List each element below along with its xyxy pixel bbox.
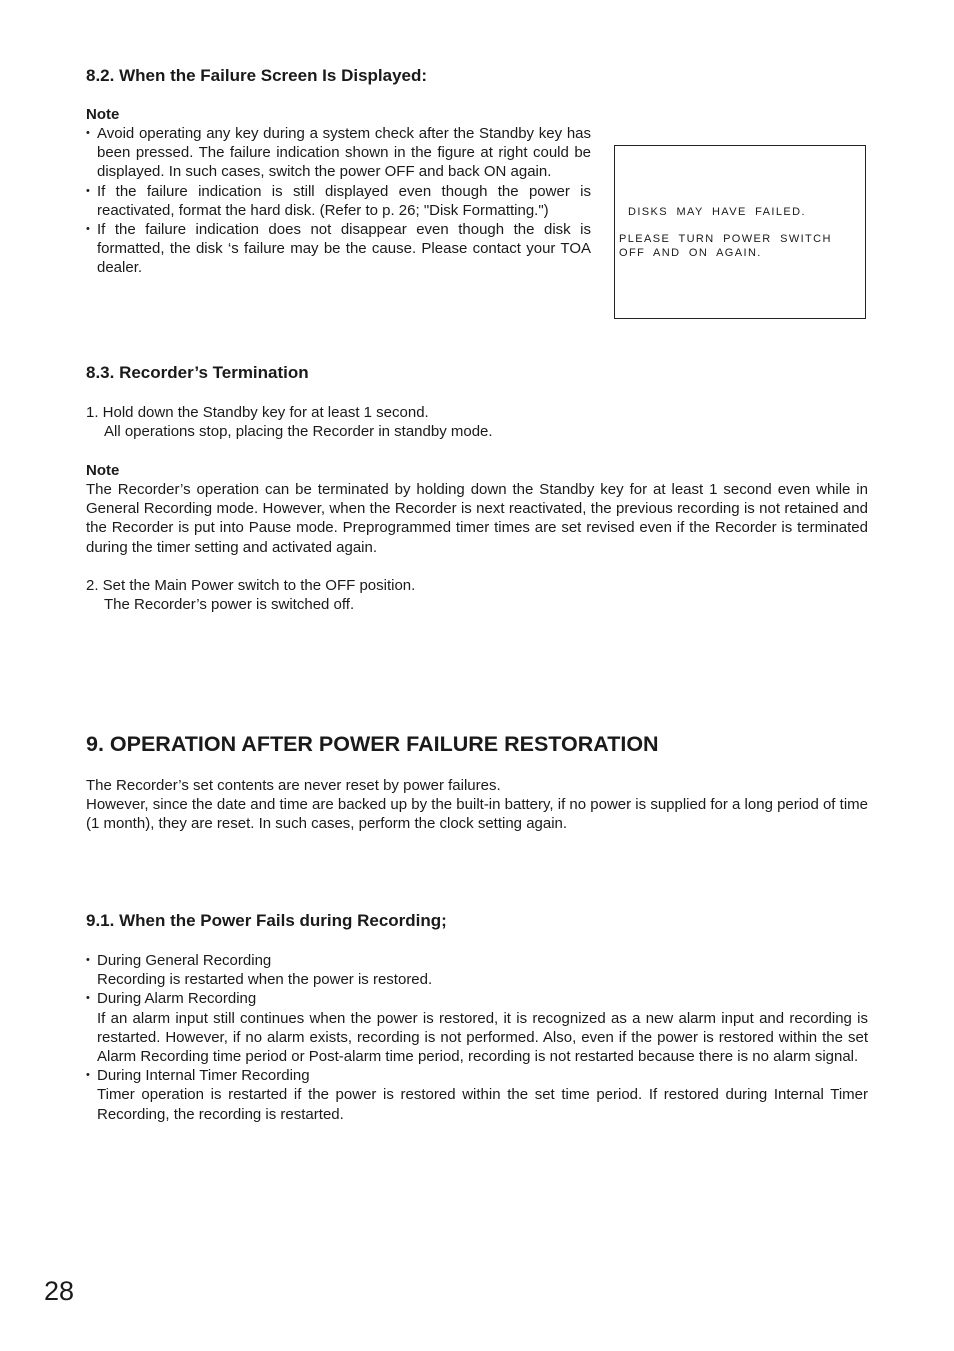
section-9-title: 9. OPERATION AFTER POWER FAILURE RESTORATION <box>86 732 659 756</box>
item-label: • During General Recording <box>97 952 272 969</box>
paragraph: However, since the date and time are backed up by the built-in battery, if no power is supplied for a long period of time (1 month), they are reset. In such cases, perform the clock setting again. <box>86 796 868 833</box>
item-text: Timer operation is restarted if the power is restored within the set time period. If restored during Internal Timer Recording, the recording is restarted. <box>97 1086 868 1123</box>
page-number: 28 <box>44 1276 75 1306</box>
power-fail-list <box>86 951 868 1124</box>
item-text: If an alarm input still continues when the power is restored, it is recognized as a new alarm input and recording is restarted. However, if no alarm exists, recording is not performed. Also, even if the power is restored within the set Alarm Recording time period or Post-alarm time period, recording is not restarted because there is no alarm signal. <box>97 1009 868 1066</box>
section-8-2-title: 8.2. When the Failure Screen Is Displayed: <box>86 66 428 85</box>
list-item: • If the failure indication does not disappear even though the disk is formatted, the disk ‘s failure may be the cause. Please contact your TOA dealer. <box>86 220 591 278</box>
list-item <box>86 1066 868 1124</box>
step-detail: All operations stop, placing the Recorder in standby mode. <box>104 423 493 441</box>
note-text: The Recorder’s operation can be terminated by holding down the Standby key for at least 1 second even while in General Recording mode. However, when the Recorder is next reactivated, the previous recording is not retained and the Recorder is put into Pause mode. Preprogrammed timer times are set revised even if the Recorder is terminated during the timer setting and activated again. <box>86 481 868 556</box>
list-item <box>86 989 868 1066</box>
screen-line: OFF AND ON AGAIN. <box>619 247 762 259</box>
paragraph: The Recorder’s set contents are never reset by power failures. <box>86 777 501 794</box>
section-8-3-title: 8.3. Recorder’s Termination <box>86 363 309 382</box>
step-1 <box>86 403 868 441</box>
list-item: • Avoid operating any key during a system check after the Standby key has been pressed. The failure indication shown in the figure at right could be displayed. In such cases, switch the power OFF and back ON again. <box>86 124 591 182</box>
step-detail: The Recorder’s power is switched off. <box>104 596 355 614</box>
section-9-body <box>86 776 868 834</box>
note-bullet-list <box>86 124 591 278</box>
list-item <box>86 951 868 989</box>
note-label: Note <box>86 462 120 479</box>
step-text: 2. Set the Main Power switch to the OFF position. <box>86 577 416 594</box>
failure-screen-figure <box>614 145 866 319</box>
section-9-1-title: 9.1. When the Power Fails during Recording; <box>86 911 447 930</box>
list-item: • If the failure indication is still displayed even though the power is reactivated, format the hard disk. (Refer to p. 26; "Disk Formatting.") <box>86 182 591 220</box>
step-2 <box>86 576 868 614</box>
screen-line: PLEASE TURN POWER SWITCH <box>619 233 832 245</box>
item-label: • During Alarm Recording <box>97 990 257 1008</box>
item-text: Recording is restarted when the power is restored. <box>97 971 433 989</box>
step-text: 1. Hold down the Standby key for at least 1 second. <box>86 404 429 421</box>
note-label: Note <box>86 106 120 123</box>
screen-line: DISKS MAY HAVE FAILED. <box>628 206 806 218</box>
item-label: • During Internal Timer Recording <box>97 1067 310 1085</box>
